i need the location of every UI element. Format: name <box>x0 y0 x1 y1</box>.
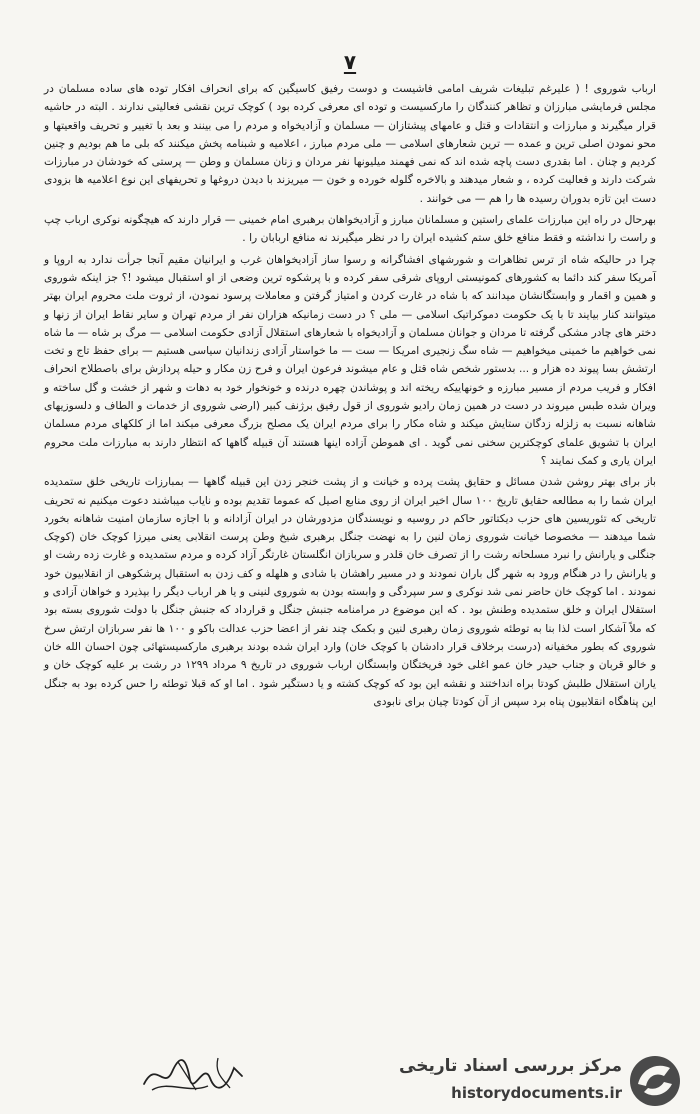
paragraph-3: چرا در حالیکه شاه از ترس تظاهرات و شورشهای افشاگرانه و رسوا ساز آزادیخواهان غرب و ایرانیان مقیم آنجا جرأت ندارد به اروپا و آمریکا سفر کند دائما به کشورهای کمونیستی اروپای شرقی سفر کرده و با پرشکوه ترین وضعی از او استقبال میشود !؟ جز اینکه شوروی و همین و اقمار و وابستگانشان میدانند که با شاه در غارت کردن و امتیاز گرفتن و معاملات پرسود نمودن، از ثروت ملت محروم ایران بهتر میتوانند کنار بیایند تا با یک حکومت دموکراتیک اسلامی — ملی ؟ در دست زمانیکه هزاران نفر از مردم تهران و سایر نقاط ایران از زنها و دختر های چادر مشکی گرفته تا مردان و جوانان مسلمان و آزادیخواه با شعارهای استقلال آزادی حکومت اسلامی — مرگ بر شاه — ما شاه نمی خواهیم ما خمینی میخواهیم — شاه سگ زنجیری امریکا — ست — ما خواستار آزادی زندانیان سیاسی هستیم — برای حفظ تاج و تخت ارتشش بسا پیوند ده هزار و ... بدستور شخص شاه قتل و عام میشوند فرعون ایران و فرح زن مکار و حیله پردازش برای باصطلاح انحراف افکار و فریب مردم از مسیر مبارزه و خونهاییکه ریخته اند و پوشاندن چهره درنده و خونخوار خود به دهات و شهر از خشت و گل ساخته و ویران شده طبس میروند در دست در همین زمان رادیو شوروی از قول رفیق برژنف کبیر (ارضی شوروی از خدمات و الطاف و دلسوزیهای شاهانه نسبت به زلزله زدگان ستایش میکند و شاه مکار را برای مردم ایران یک مصلح بزرگ معرفی میکند اما از کلکهای مردم مسلمان ایران با تشویق علمای کوچکترین سخنی نمی گوید . ای هموطن آزاده اینها هستند آن قبیله گاهها که انتظار دارند به مبارزات ملت محروم ایران یاری و کمک نمایند ؟ <box>44 252 656 467</box>
watermark <box>382 1052 682 1110</box>
archive-url[interactable]: historydocuments.ir <box>451 1084 622 1102</box>
paragraph-1: ارباب شوروی ! ( علیرغم تبلیغات شریف امامی فاشیست و دوست رفیق کاسیگین که برای انحراف افکار توده های ساده مسلمان در مجلس فرمایشی مبارزان و تظاهر کنندگان را مارکسیست و توده ای معرفی کرده بود ) کوچک ترین نقشی فعالیتی ندارند . البته در حاشیه قرار میگیرند و مبارزات و انتقادات و قتل و عامهای پیشتازان — مسلمان و آزادیخواه و مردم را می بینند و بعد با تغییر و تحریف واقعیتها و محو نمودن اصلی ترین و عمده — ترین شعارهای اسلامی — ملی مردم مبارز ، اعلامیه و شبنامه پخش میکنند که بلی ما هم بودیم و چنین کردیم و چنان . اما بقدری دست پاچه شده اند که نمی فهمند میلیونها نفر مردان و زنان مسلمان و وطن — پرستی که خودشان در مبارزات شرکت دارند و فعالیت کرده ، و شعار میدهند و بالاخره گلوله خورده و خون — میریزند با دیدن دروغها و تحریفهای این نوع اعلامیه ها بزودی دست این تازه بدوران رسیده ها را هم — می خوانند . <box>44 82 656 205</box>
page-number: ۷ <box>343 50 357 74</box>
archive-name: مرکز بررسی اسناد تاریخی <box>399 1056 622 1076</box>
archive-logo-icon <box>628 1054 682 1108</box>
handwritten-signature-icon <box>138 1050 248 1100</box>
paragraph-4: باز برای بهتر روشن شدن مسائل و حقایق پشت پرده و خیانت و از پشت خنجر زدن این قبیله گاهها — بمبارزات تاریخی خلق ستمدیده ایران شما را به مطالعه حقایق تاریخ ۱۰۰ سال اخیر ایران از روی منابع اصیل که عموما تقدیم بوده و نایاب میباشند دعوت میکنیم نه تحریف تاریخی که تئوریسین های حزب دیکتاتور حاکم در روسیه و نویسندگان مزدورشان در ایران آزادانه و با اجازه سازمان امنیت شاهانه بخورد شما میدهند — مخصوصا خیانت شوروی زمان لنین را به نهضت جنگل برهبری شیخ وطن پرست انقلابی یعنی میرزا کوچک خان (کوچک جنگلی و یارانش را نبرد مسلحانه رشت را از تصرف خان قلدر و سربازان انگلستان غارتگر آزاد کرده و مردم ستمدیده و غارت زده رشت او و یارانش را در هنگام ورود به شهر گل باران نمودند و در مسیر راهشان با شادی و هلهله و کف زدن به استقبال پرشکوهی از انقلابیون خود نمودند . اما کوچک خان حاضر نمی شد نوکری و سر سپردگی و وابسته بودن به شوروی لنینی و یا هر ارباب دیگر را بپذیرد و خواهان آزادی و استقلال ایران و خلق ستمدیده وطنش بود . که این موضوع در مرامنامه جنبش جنگل و قرارداد که جنبش جنگل با دولت شوروی بسته بود که ملاً آشکار است لذا بنا به توطئه شوروی زمان رهبری لنین و بکمک چند نفر از اعضا حزب عدالت باکو و ۱۰۰ ها نفر سربازان ارتش سرخ شوروی که بطور مخفیانه (درست برخلاف قرار دادشان با کوچک خان) وارد ایران شده بودند برهبری مارکسیستهائی چون احسان الله خان و خالو قربان و جناب حیدر خان عمو اغلی خود فریختگان وابستگان ارباب شوروی در تاریخ ۹ مرداد ۱۲۹۹ در رشت بر علیه کوچک خان و یاران استقلال طلبش کودتا براه انداختند و نقشه این بود که کوچک کشته و یا دستگیر شود . اما او که قبلا توطئه را حس کرده بود به جنگل این پناهگاه انقلابیون پناه برد سپس از آن کودتا چیان برای نابودی <box>44 475 656 708</box>
paragraph-2: بهرحال در راه این مبارزات علمای راستین و مسلمانان مبارز و آزادیخواهان برهبری امام خمینی — قرار دارند که هیچگونه نوکری ارباب چپ و راست را نداشته و فقط منافع خلق ستم کشیده ایران را در نظر میگیرند نه منافع اربابان را . <box>44 213 656 245</box>
document-body <box>44 80 656 711</box>
